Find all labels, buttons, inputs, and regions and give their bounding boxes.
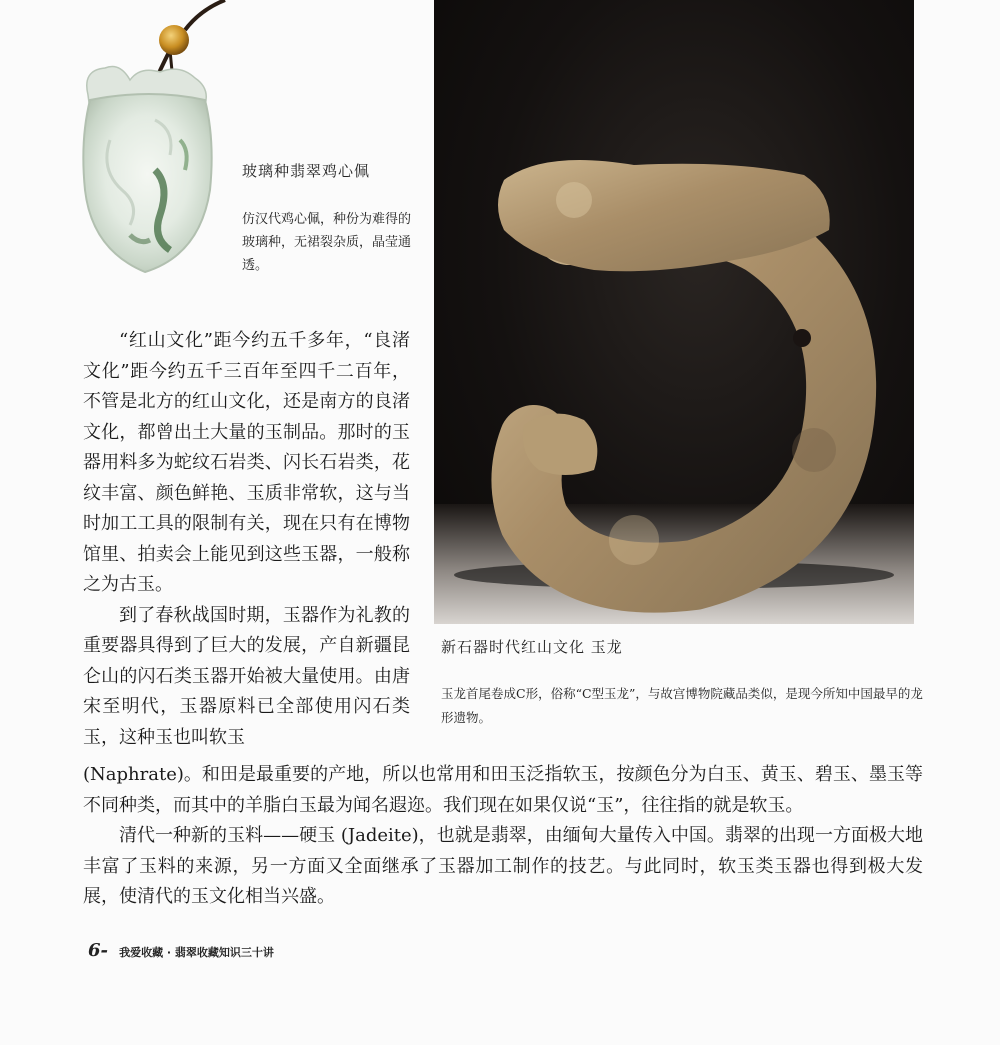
paragraph-spring-autumn: 到了春秋战国时期，玉器作为礼教的重要器具得到了巨大的发展，产自新疆昆仑山的闪石类玉器开始被大量使用。由唐宋至明代，玉器原料已全部使用闪石类玉，这种玉也叫软玉: [83, 604, 410, 748]
pendant-caption-title: 玻璃种翡翠鸡心佩: [242, 162, 371, 180]
body-text-wide-column: [83, 760, 923, 913]
jade-dragon-figure: [434, 0, 914, 624]
dragon-caption-title: 新石器时代红山文化 玉龙: [441, 638, 623, 656]
paragraph-hongshan: “红山文化”距今约五千多年，“良渚文化”距今约五千三百年至四千二百年，不管是北方的红山文化，还是南方的良渚文化，都曾出土大量的玉制品。那时的玉器用料多为蛇纹石岩类、闪长石岩类，花纹丰富、颜色鲜艳、玉质非常软，这与当时加工工具的限制有关，现在只有在博物馆里、拍卖会上能见到这些玉器，一般称之为古玉。: [83, 330, 410, 595]
body-text-narrow-column: [83, 326, 410, 753]
dragon-caption-description: 玉龙首尾卷成C形，俗称“C型玉龙”，与故宫博物院藏品类似，是现今所知中国最早的龙形遗物。: [441, 686, 923, 725]
jade-pendant-image: [60, 0, 230, 290]
jade-dragon-photo: [434, 0, 914, 624]
pendant-caption-description: 仿汉代鸡心佩，种份为难得的玻璃种，无裙裂杂质，晶莹通透。: [242, 212, 412, 273]
paragraph-nephrite: (Naphrate)。和田是最重要的产地，所以也常用和田玉泛指软玉，按颜色分为白玉、黄玉、碧玉、墨玉等不同种类，而其中的羊脂白玉最为闻名遐迩。我们现在如果仅说“玉”，往往指的就是软玉。: [83, 764, 923, 816]
page-footer: [88, 940, 274, 961]
page-number: 6-: [88, 940, 108, 961]
paragraph-qing-jadeite: 清代一种新的玉料——硬玉 (Jadeite)，也就是翡翠，由缅甸大量传入中国。翡翠的出现一方面极大地丰富了玉料的来源，另一方面又全面继承了玉器加工制作的技艺。与此同时，软玉类玉器也得到极大发展，使清代的玉文化相当兴盛。: [83, 825, 923, 907]
book-title: 我爱收藏 · 翡翠收藏知识三十讲: [119, 946, 274, 959]
